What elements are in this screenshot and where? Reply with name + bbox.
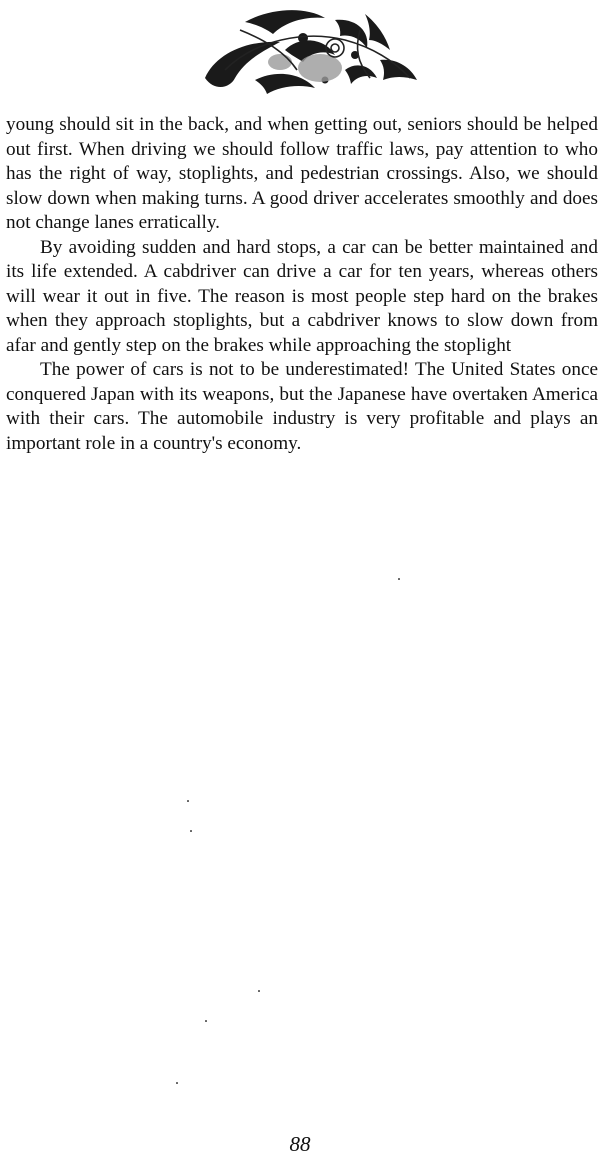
page-number: 88 (289, 1132, 311, 1156)
scan-speck (258, 990, 260, 992)
paragraph: young should sit in the back, and when getting out, seniors should be helped out first. When driving we should follow traffic laws, pay attention to who has the right of way, stoplights, and pedestrian crossings. Also, we should slow down when making turns. A good driver accelerates smoothly and does not change lanes erratically. (6, 114, 598, 233)
paragraph: By avoiding sudden and hard stops, a car can be better maintained and its life extended. A cabdriver can drive a car for ten years, whereas others will wear it out in five. The reason is most people step hard on the brakes when they approach stoplights, but a cabdriver knows to slow down from afar and gently step on the brakes while approaching the stoplight (6, 236, 598, 356)
scan-speck (187, 800, 189, 802)
body-text (6, 113, 598, 456)
paragraph: The power of cars is not to be underestimated! The United States once conquered Japan with its weapons, but the Japanese have overtaken America with their cars. The automobile industry is very profitable and plays an important role in a country's economy. (6, 359, 598, 454)
scan-speck (190, 830, 192, 832)
scan-speck (205, 1020, 207, 1022)
floral-ornament-icon (185, 0, 425, 100)
scan-speck (398, 578, 400, 580)
floral-ornament-header (185, 0, 425, 100)
scan-speck (176, 1082, 178, 1084)
